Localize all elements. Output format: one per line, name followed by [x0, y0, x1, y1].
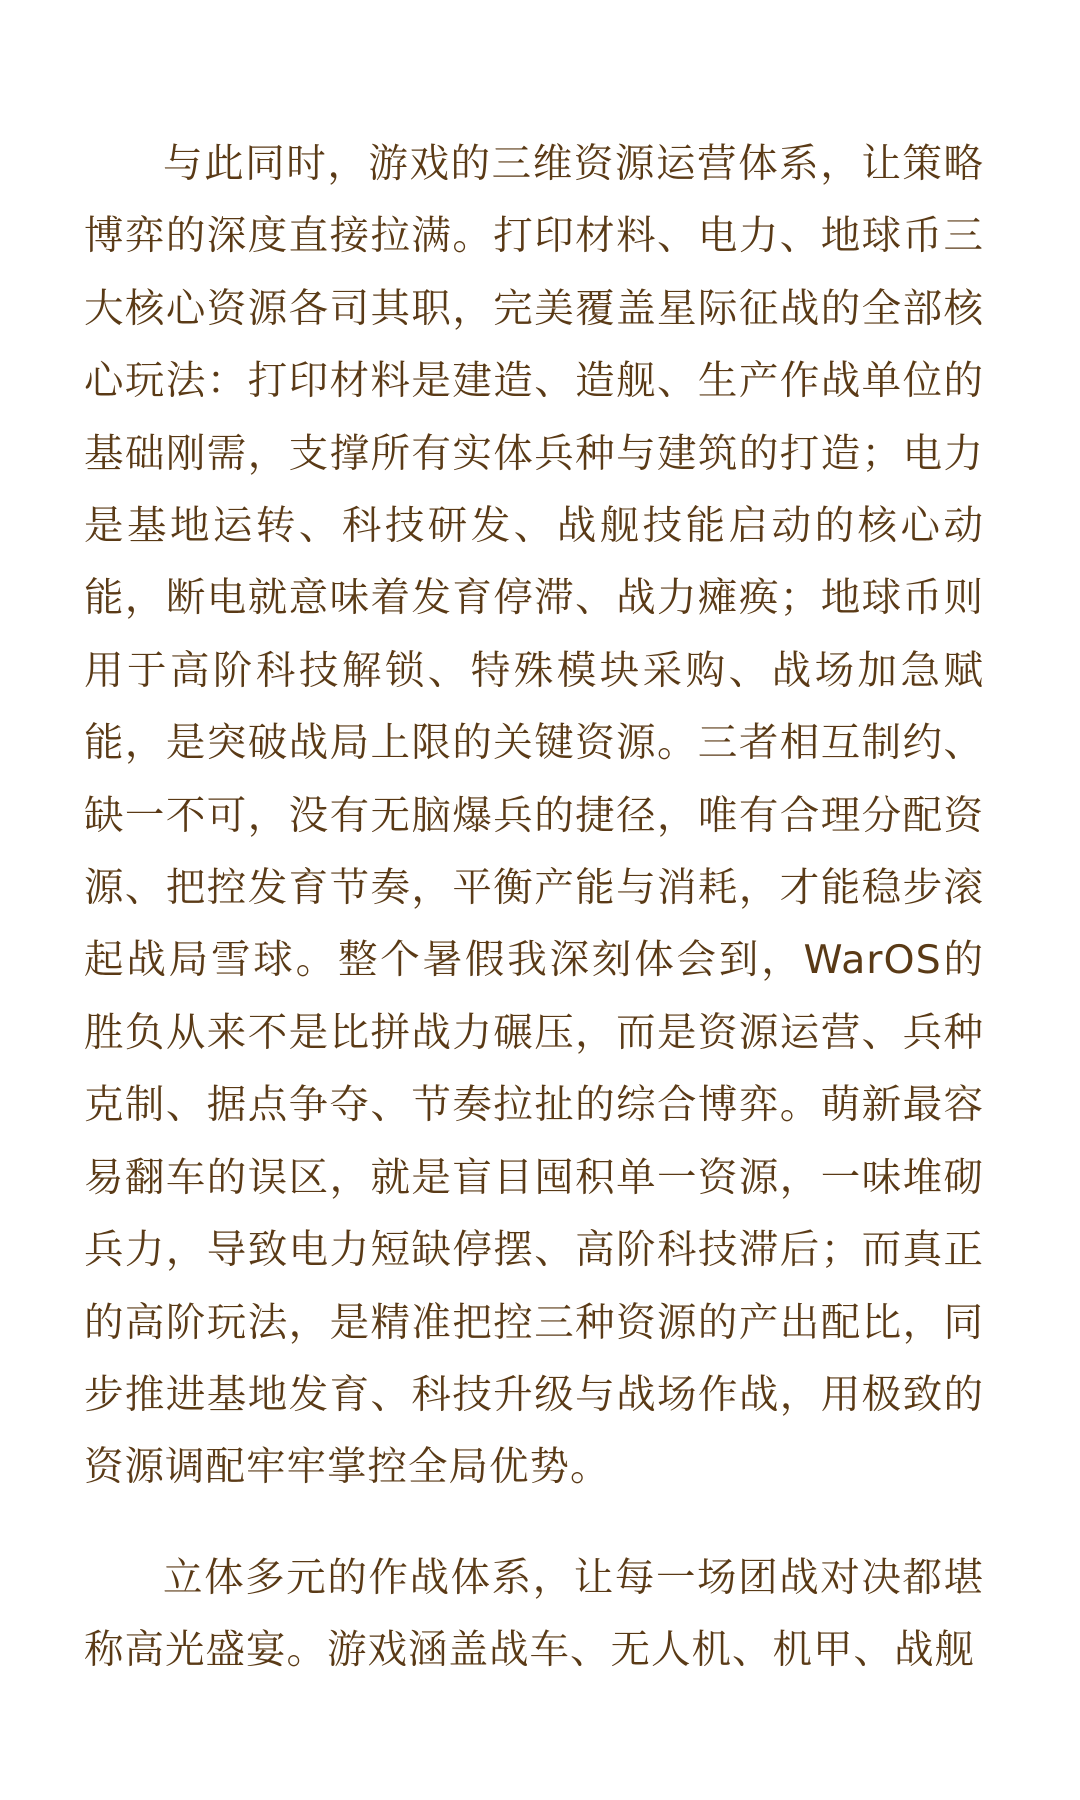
paragraph-resource-system: 与此同时，游戏的三维资源运营体系，让策略博弈的深度直接拉满。打印材料、电力、地球币三大核心资源各司其职，完美覆盖星际征战的全部核心玩法：打印材料是建造、造舰、生产作战单位的基础刚需，支撑所有实体兵种与建筑的打造；电力是基地运转、科技研发、战舰技能启动的核心动能，断电就意味着发育停滞、战力瘫痪；地球币则用于高阶科技解锁、特殊模块采购、战场加急赋能，是突破战局上限的关键资源。三者相互制约、缺一不可，没有无脑爆兵的捷径，唯有合理分配资源、把控发育节奏，平衡产能与消耗，才能稳步滚起战局雪球。整个暑假我深刻体会到，WarOS的胜负从来不是比拼战力碾压，而是资源运营、兵种克制、据点争夺、节奏拉扯的综合博弈。萌新最容易翻车的误区，就是盲目囤积单一资源，一味堆砌兵力，导致电力短缺停摆、高阶科技滞后；而真正的高阶玩法，是精准把控三种资源的产出配比，同步推进基地发育、科技升级与战场作战，用极致的资源调配牢牢掌控全局优势。 — [84, 141, 984, 1491]
paragraph-combat-system: 立体多元的作战体系，让每一场团战对决都堪称高光盛宴。游戏涵盖战车、无人机、机甲、战舰 — [84, 1554, 984, 1674]
